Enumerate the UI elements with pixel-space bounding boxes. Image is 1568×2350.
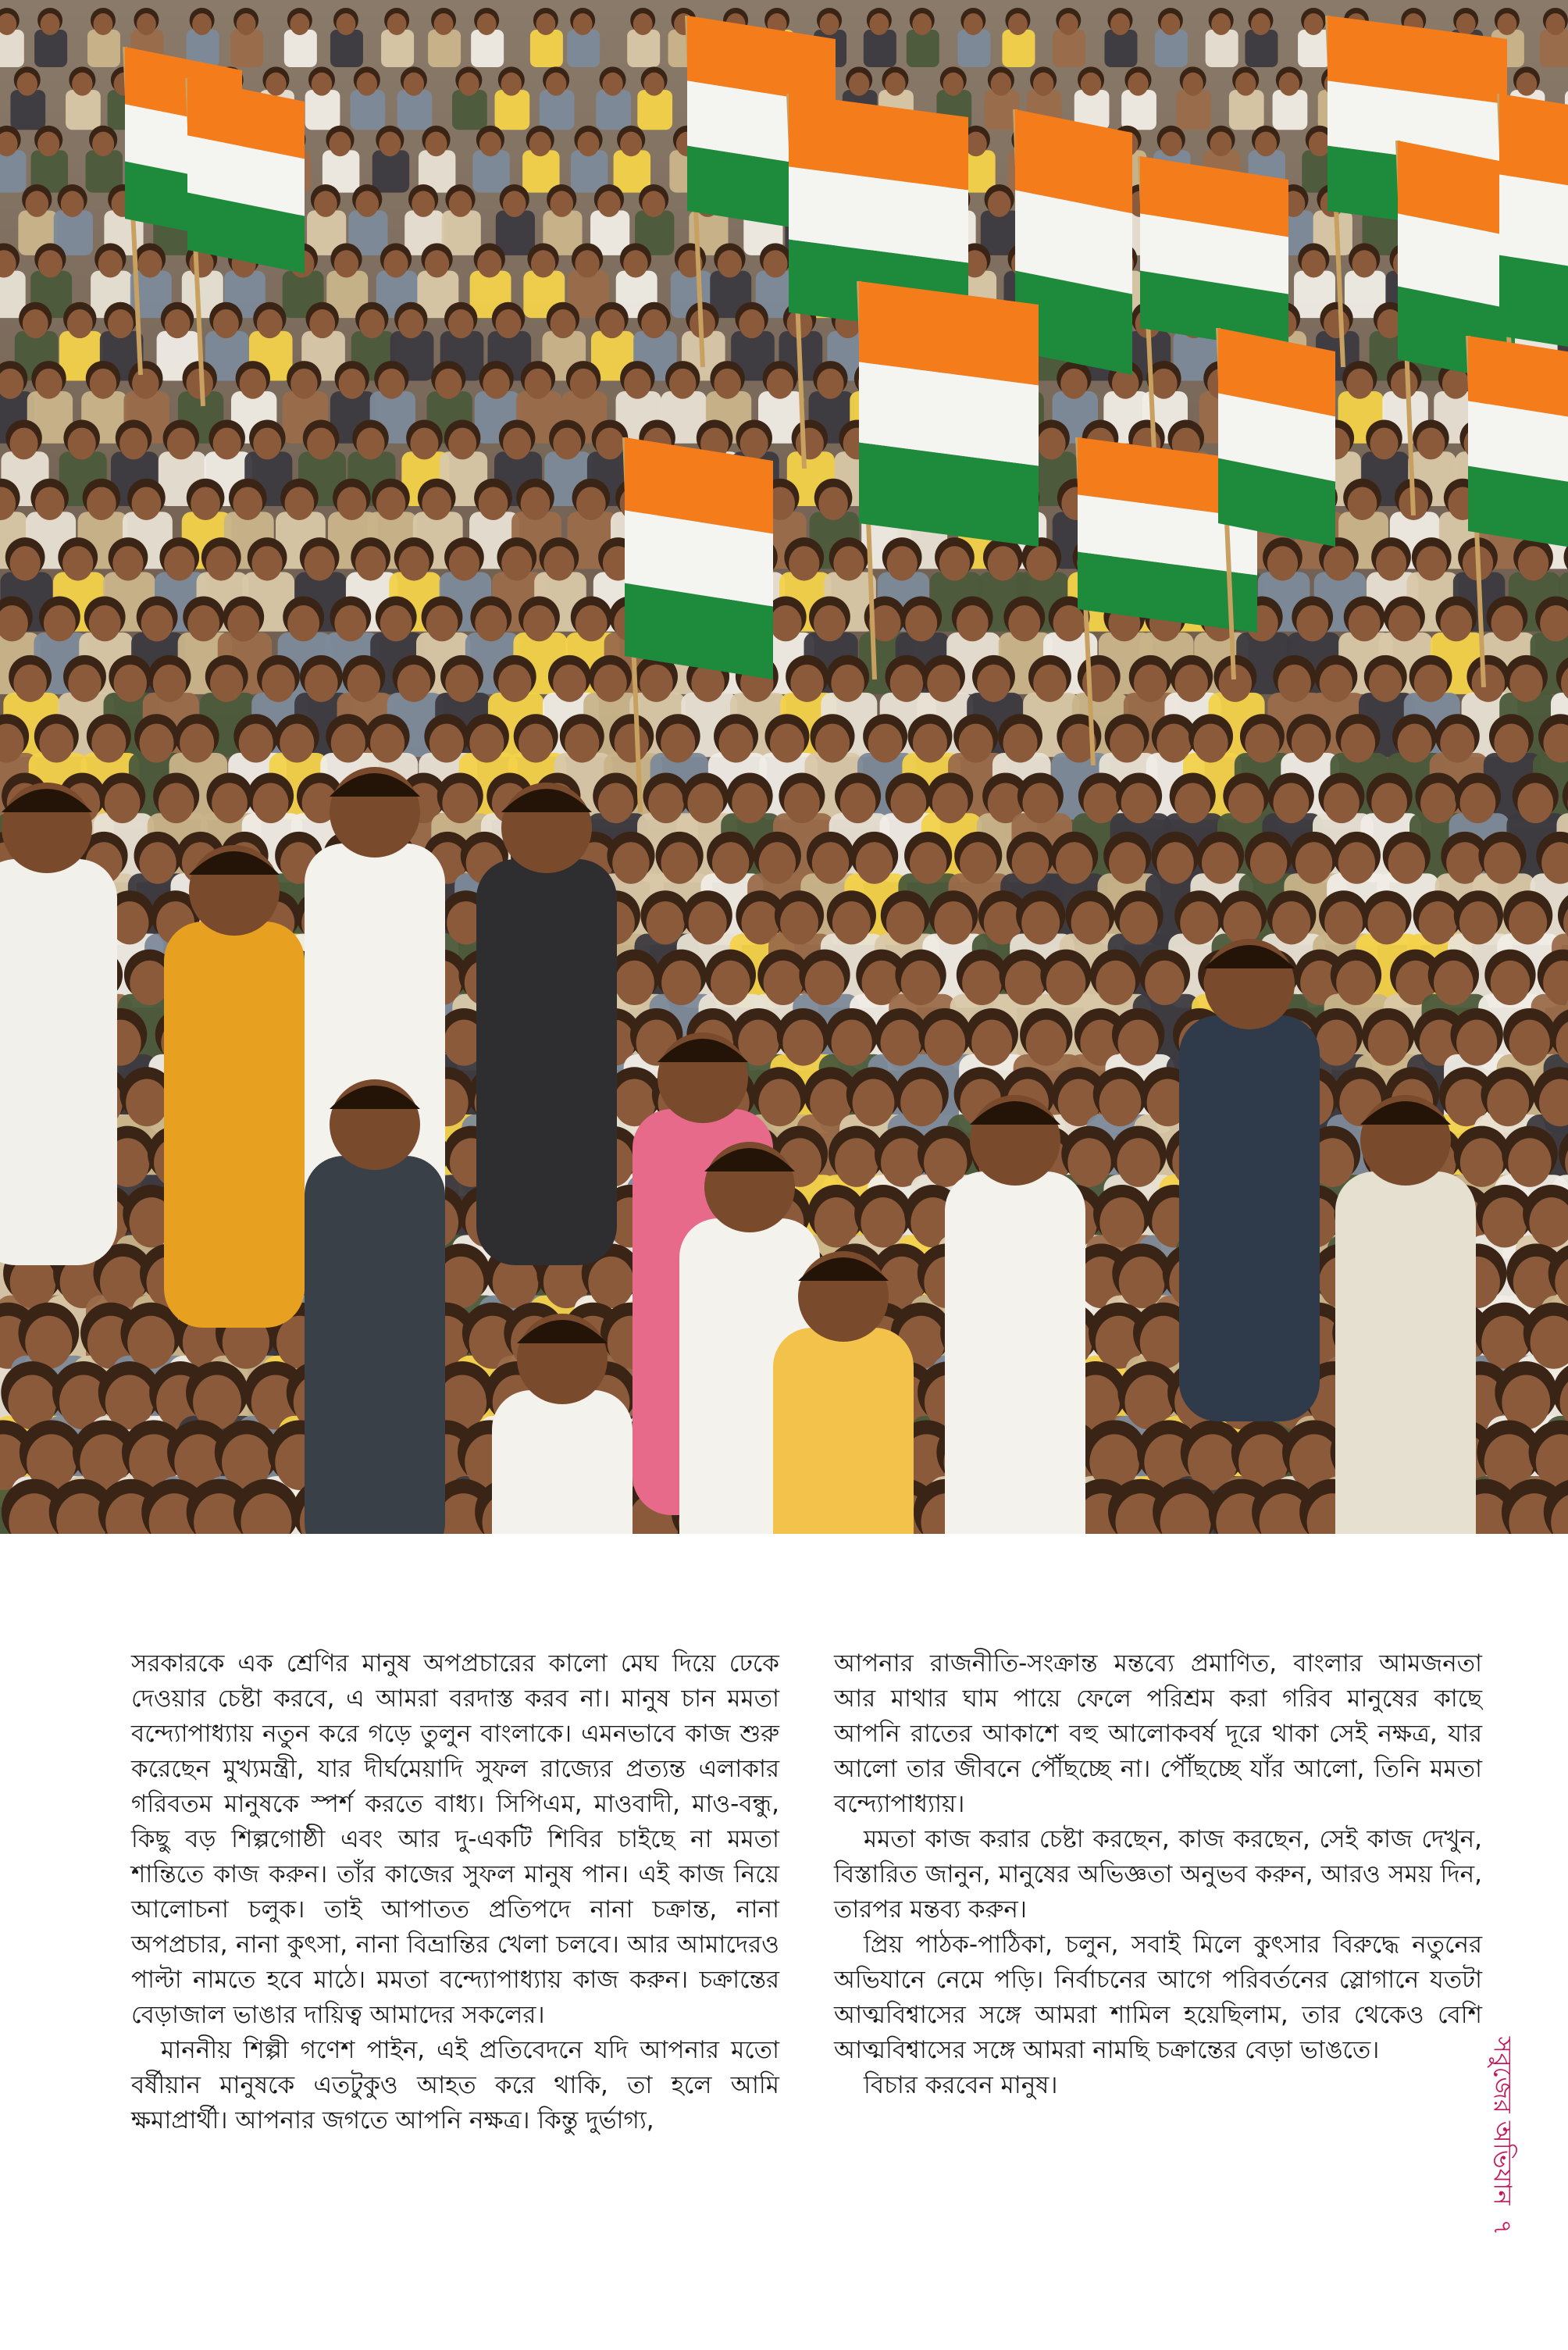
magazine-name: সবুজের অভিযান bbox=[1488, 2036, 1517, 2206]
page-folio bbox=[1477, 1968, 1524, 2304]
paragraph: বিচার করবেন মানুষ। bbox=[864, 2071, 1058, 2099]
article-column-right bbox=[834, 1646, 1482, 2138]
paragraph: মমতা কাজ করার চেষ্টা করছেন, কাজ করছেন, সেই কাজ দেখুন, বিস্তারিত জানুন, মানুষের অভিজ্ঞতা অনুভব করুন, আরও সময় দিন, তারপর মন্তব্য করুন। bbox=[834, 1825, 1482, 1924]
page-number: ৭ bbox=[1488, 2219, 1517, 2236]
paragraph: সরকারকে এক শ্রেণির মানুষ অপপ্রচারের কালো মেঘ দিয়ে ঢেকে দেওয়ার চেষ্টা করবে, এ আমরা বরদাস্ত করব না। মানুষ চান মমতা বন্দ্যোপাধ্যায় নতুন করে গড়ে তুলুন বাংলাকে। এমনভাবে কাজ শুরু করেছেন মুখ্যমন্ত্রী, যার দীর্ঘমেয়াদি সুফল রাজ্যের প্রত্যন্ত এলাকার গরিবতম মানুষকে স্পর্শ করতে বাধ্য। সিপিএম, মাওবাদী, মাও-বন্ধু, কিছু বড় শিল্পগোষ্ঠী এবং আর দু-একটি শিবির চাইছে না মমতা শান্তিতে কাজ করুন। তাঁর কাজের সুফল মানুষ পান। এই কাজ নিয়ে আলোচনা চলুক। তাই আপাতত প্রতিপদে নানা চক্রান্ত, নানা অপপ্রচার, নানা কুৎসা, নানা বিভ্রান্তির খেলা চলবে। আর আমাদেরও পাল্টা নামতে হবে মাঠে। মমতা বন্দ্যোপাধ্যায় কাজ করুন। চক্রান্তের বেড়াজাল ভাঙার দায়িত্ব আমাদের সকলের। bbox=[131, 1649, 779, 2029]
paragraph: প্রিয় পাঠক-পাঠিকা, চলুন, সবাই মিলে কুৎসার বিরুদ্ধে নতুনের অভিযানে নেমে পড়ি। নির্বাচনের আগে পরিবর্তনের স্লোগানে যতটা আত্মবিশ্বাসের সঙ্গে আমরা শামিল হয়েছিলাম, তার থেকেও বেশি আত্মবিশ্বাসের সঙ্গে আমরা নামছি চক্রান্তের বেড়া ভাঙতে। bbox=[834, 1931, 1482, 2064]
paragraph: আপনার রাজনীতি-সংক্রান্ত মন্তব্যে প্রমাণিত, বাংলার আমজনতা আর মাথার ঘাম পায়ে ফেলে পরিশ্রম করা গরিব মানুষের কাছে আপনি রাতের আকাশে বহু আলোকবর্ষ দূরে থাকা সেই নক্ষত্র, যার আলো তার জীবনে পৌঁছচ্ছে না। পৌঁছচ্ছে যাঁর আলো, তিনি মমতা বন্দ্যোপাধ্যায়। bbox=[834, 1649, 1482, 1818]
paragraph: মাননীয় শিল্পী গণেশ পাইন, এই প্রতিবেদনে যদি আপনার মতো বর্ষীয়ান মানুষকে এতটুকুও আহত করে থাকি, তা হলে আমি ক্ষমাপ্রার্থী। আপনার জগতে আপনি নক্ষত্র। কিন্তু দুর্ভাগ্য, bbox=[131, 2036, 779, 2134]
article-body bbox=[131, 1646, 1482, 2138]
article-column-left bbox=[131, 1646, 779, 2138]
